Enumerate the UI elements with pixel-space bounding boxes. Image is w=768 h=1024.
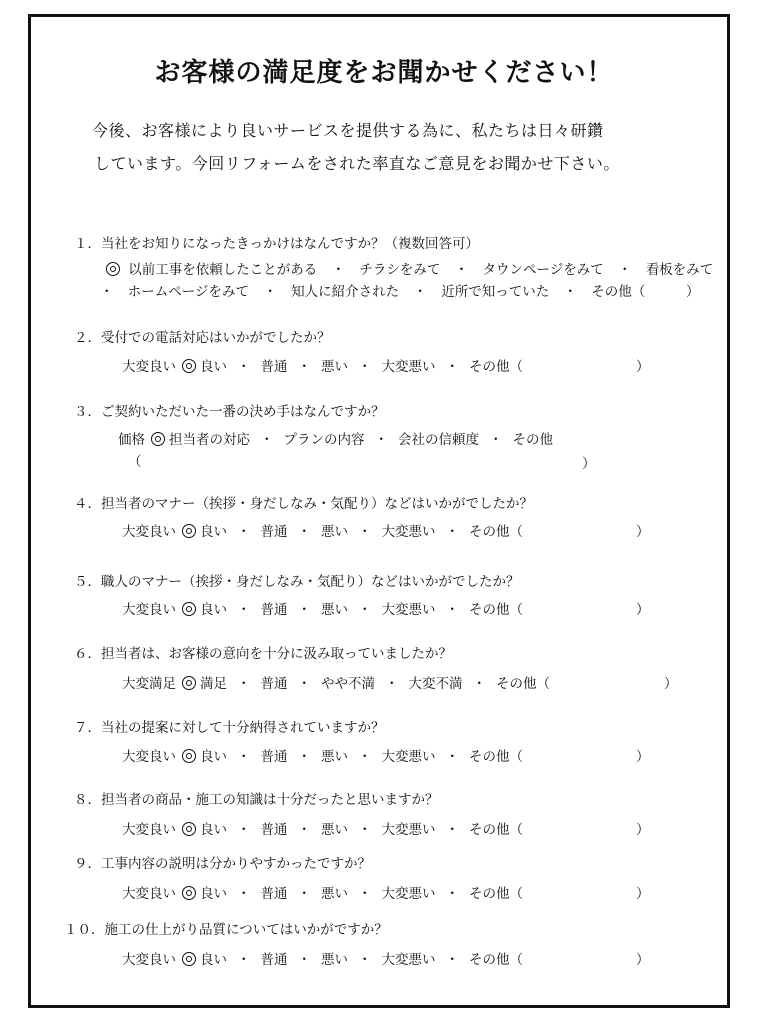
option[interactable]: 満足 (200, 676, 227, 692)
separator: ・ (445, 886, 459, 902)
question-8-options (122, 818, 523, 838)
separator: ・ (445, 749, 459, 765)
option[interactable]: プランの内容 (283, 432, 365, 448)
option[interactable]: 大変良い (122, 952, 176, 968)
separator: ・ (237, 602, 251, 618)
separator: ・ (297, 749, 311, 765)
question-9: ９．工事内容の説明は分かりやすかったですか？ (74, 856, 371, 872)
option[interactable]: 良い (200, 602, 227, 618)
question-5-options (122, 598, 523, 618)
separator: ・ (374, 432, 388, 448)
intro-line-2: しています。今回リフォームをされた率直なご意見をお聞かせ下さい。 (94, 154, 620, 173)
option-other[interactable]: その他（ (469, 359, 523, 375)
option[interactable]: 良い (200, 822, 227, 838)
separator: ・ (237, 886, 251, 902)
option[interactable]: タウンページをみて (482, 262, 604, 278)
option[interactable]: 悪い (321, 524, 348, 540)
option[interactable]: 知人に紹介された (291, 284, 400, 300)
option[interactable]: 大変悪い (381, 886, 436, 902)
option[interactable]: 普通 (260, 886, 288, 902)
option-other[interactable]: その他（ (469, 952, 523, 968)
close-paren: ） (636, 886, 650, 902)
question-1: １．当社をお知りになったきっかけはなんですか？（複数回答可） (74, 236, 479, 252)
option[interactable]: 良い (200, 886, 227, 902)
option[interactable]: 悪い (321, 359, 348, 375)
option-other[interactable]: その他（ (496, 676, 550, 692)
separator: ・ (297, 822, 311, 838)
option-other[interactable]: その他 (512, 432, 553, 448)
option[interactable]: 良い (200, 749, 227, 765)
close-paren: ） (636, 359, 650, 375)
separator: ・ (237, 952, 251, 968)
option[interactable]: 良い (200, 524, 227, 540)
separator: ・ (237, 749, 251, 765)
separator: ・ (297, 524, 311, 540)
close-paren: ） (686, 284, 700, 300)
selection-circle-icon (182, 359, 196, 373)
selection-circle-icon (182, 952, 196, 966)
separator: ・ (237, 676, 251, 692)
separator: ・ (454, 262, 469, 278)
selection-circle-icon (182, 822, 196, 836)
option[interactable]: 大変悪い (381, 822, 436, 838)
separator: ・ (445, 822, 459, 838)
option[interactable]: 大変良い (122, 524, 176, 540)
question-10-options (122, 948, 523, 968)
option-other[interactable]: その他（ (469, 822, 523, 838)
option-other[interactable]: その他（ (469, 886, 523, 902)
close-paren: ） (636, 952, 650, 968)
option[interactable]: 普通 (260, 749, 288, 765)
question-7: ７．当社の提案に対して十分納得されていますか？ (74, 720, 385, 736)
question-3: ３．ご契約いただいた一番の決め手はなんですか？ (74, 404, 385, 420)
option-other[interactable]: その他（ (469, 749, 523, 765)
selection-circle-icon (182, 749, 196, 763)
option[interactable]: 看板をみて (645, 262, 714, 278)
option[interactable]: 大変不満 (408, 676, 463, 692)
separator: ・ (297, 602, 311, 618)
option[interactable]: 悪い (321, 749, 348, 765)
separator: ・ (297, 359, 311, 375)
question-3-options (118, 428, 553, 448)
option[interactable]: 大変悪い (381, 602, 436, 618)
option[interactable]: 普通 (260, 822, 288, 838)
option[interactable]: やや不満 (321, 676, 375, 692)
option[interactable]: 大変良い (122, 359, 176, 375)
option[interactable]: 悪い (321, 952, 348, 968)
close-paren: ） (664, 676, 678, 692)
option[interactable]: 大変良い (122, 749, 176, 765)
option[interactable]: 担当者の対応 (169, 432, 250, 448)
separator: ・ (618, 262, 632, 278)
option[interactable]: 良い (200, 952, 227, 968)
question-4-options (122, 520, 523, 540)
separator: ・ (358, 359, 372, 375)
option[interactable]: 以前工事を依頼したことがある (128, 262, 318, 278)
selection-circle-icon (182, 602, 196, 616)
separator: ・ (445, 602, 459, 618)
option[interactable]: 普通 (260, 676, 288, 692)
separator: ・ (445, 359, 459, 375)
option[interactable]: 大変悪い (381, 749, 436, 765)
close-paren: ） (636, 822, 650, 838)
option[interactable]: 大変良い (122, 886, 176, 902)
question-6-options (122, 672, 550, 692)
separator: ・ (489, 432, 503, 448)
intro-line-1: 今後、お客様により良いサービスを提供する為に、私たちは日々研鑽 (92, 121, 604, 140)
question-9-options (122, 882, 523, 902)
separator: ・ (297, 952, 311, 968)
separator: ・ (297, 886, 311, 902)
option-other[interactable]: その他（ (469, 602, 523, 618)
separator: ・ (237, 359, 251, 375)
separator: ・ (331, 262, 346, 278)
separator: ・ (358, 602, 372, 618)
separator: ・ (358, 822, 372, 838)
separator: ・ (100, 284, 114, 300)
separator: ・ (237, 822, 251, 838)
question-4: ４．担当者のマナー（挨拶・身だしなみ・気配り）などはいかがでしたか？ (74, 496, 533, 512)
option[interactable]: 普通 (260, 524, 288, 540)
option[interactable]: 悪い (321, 822, 348, 838)
option[interactable]: ホームページをみて (127, 284, 250, 300)
question-1-options-row-1 (100, 258, 713, 278)
separator: ・ (358, 952, 372, 968)
option[interactable]: 大変良い (122, 602, 176, 618)
option[interactable]: 大変良い (122, 822, 176, 838)
selection-circle-icon (106, 262, 120, 276)
separator: ・ (237, 524, 251, 540)
selection-circle-icon (182, 676, 196, 690)
separator: ・ (263, 284, 277, 300)
option[interactable]: 近所で知っていた (441, 284, 550, 300)
option[interactable]: 普通 (260, 602, 288, 618)
survey-title: お客様の満足度をお聞かせください！ (154, 58, 614, 88)
open-paren: （ (128, 454, 142, 470)
question-2-options (122, 355, 523, 375)
close-paren: ） (636, 602, 650, 618)
option[interactable]: 悪い (321, 602, 348, 618)
close-paren: ） (636, 749, 650, 765)
option[interactable]: 普通 (260, 952, 288, 968)
separator: ・ (445, 524, 459, 540)
separator: ・ (297, 676, 311, 692)
option[interactable]: 大変悪い (381, 952, 436, 968)
close-paren: ） (636, 524, 650, 540)
option[interactable]: 普通 (260, 359, 288, 375)
separator: ・ (472, 676, 486, 692)
option[interactable]: 大変悪い (381, 359, 436, 375)
separator: ・ (445, 952, 459, 968)
option[interactable]: 悪い (321, 886, 348, 902)
separator: ・ (413, 284, 427, 300)
option-other[interactable]: その他（ (469, 524, 523, 540)
separator: ・ (358, 886, 372, 902)
separator: ・ (260, 432, 274, 448)
separator: ・ (385, 676, 399, 692)
option[interactable]: 大変悪い (381, 524, 436, 540)
question-1-options-row-2 (100, 280, 645, 300)
question-2: ２．受付での電話対応はいかがでしたか？ (74, 330, 331, 346)
separator: ・ (358, 749, 372, 765)
separator: ・ (563, 284, 578, 300)
option[interactable]: チラシをみて (359, 262, 441, 278)
option[interactable]: 良い (200, 359, 227, 375)
question-10: １０．施工の仕上がり品質についてはいかがですか？ (64, 922, 388, 938)
option-other[interactable]: その他（ (591, 284, 646, 300)
question-5: ５．職人のマナー（挨拶・身だしなみ・気配り）などはいかがでしたか？ (74, 574, 520, 590)
close-paren: ） (582, 456, 596, 472)
selection-circle-icon (151, 432, 165, 446)
selection-circle-icon (182, 524, 196, 538)
selection-circle-icon (182, 886, 196, 900)
option[interactable]: 大変満足 (122, 676, 176, 692)
separator: ・ (358, 524, 372, 540)
question-8: ８．担当者の商品・施工の知識は十分だったと思いますか？ (74, 792, 439, 808)
question-6: ６．担当者は、お客様の意向を十分に汲み取っていましたか？ (74, 646, 452, 662)
option[interactable]: 会社の信頼度 (398, 432, 479, 448)
option[interactable]: 価格 (118, 432, 145, 448)
question-7-options (122, 745, 523, 765)
